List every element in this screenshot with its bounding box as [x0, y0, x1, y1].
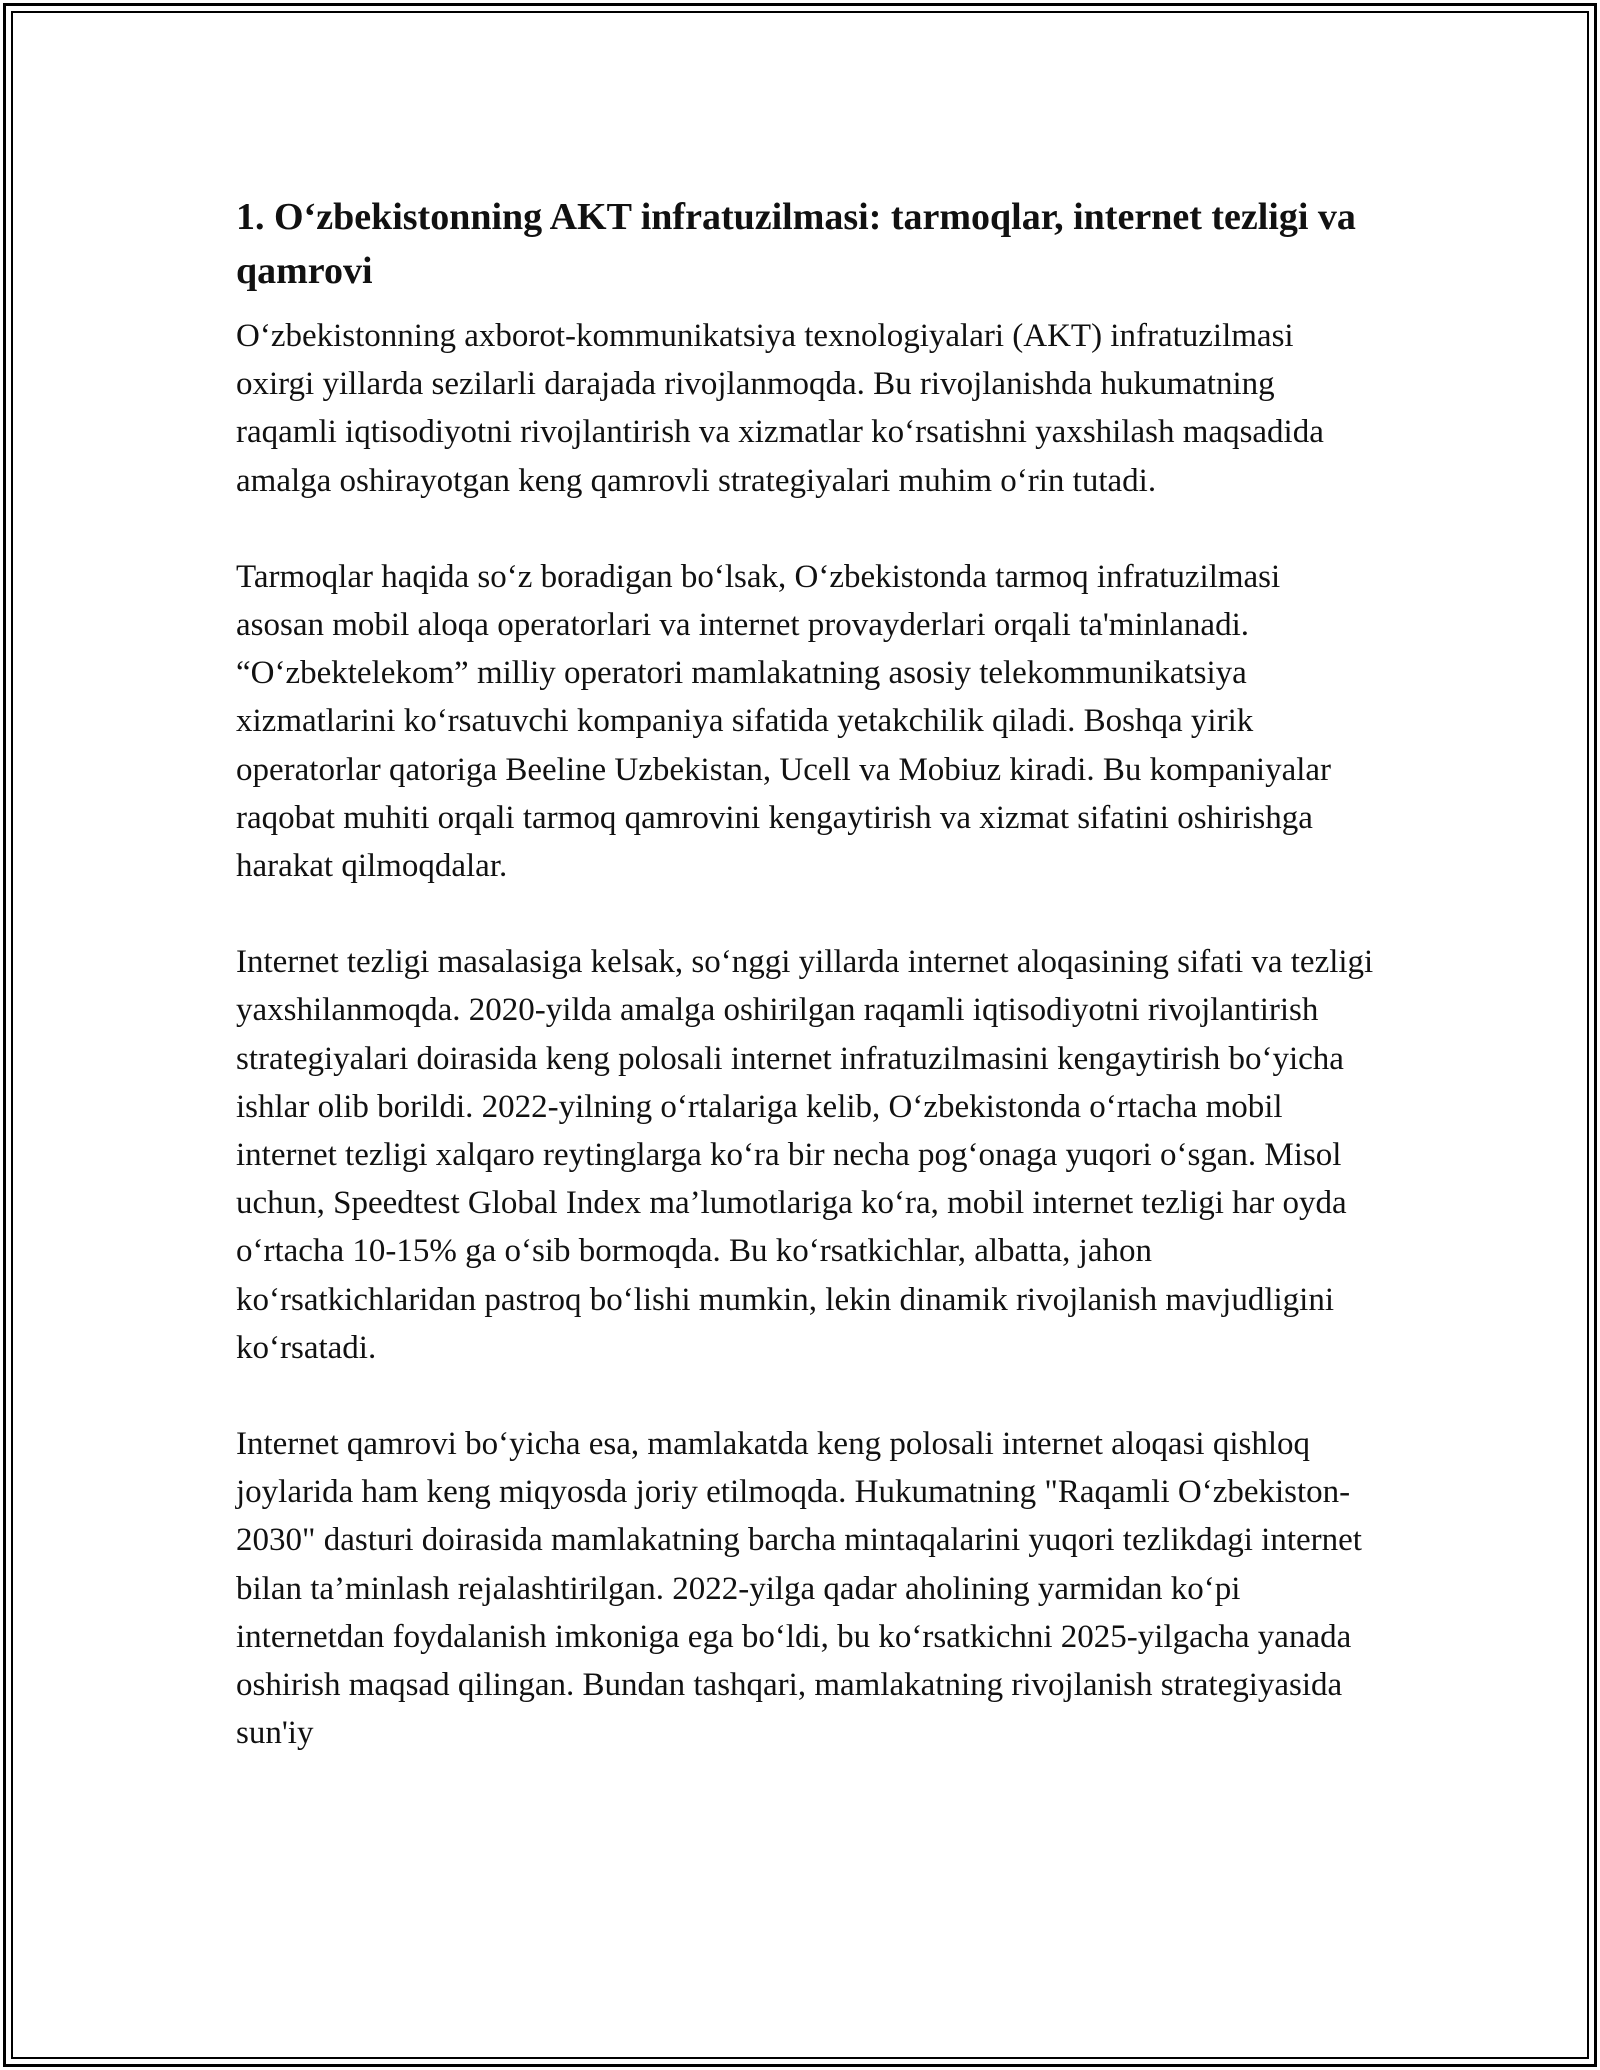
- paragraph-internet-speed: Internet tezligi masalasiga kelsak, so‘nggi yillarda internet aloqasining sifati va tezligi yaxshilanmoqda. 2020-yilda amalga oshirilgan raqamli iqtisodiyotni rivojlantirish strategiyalari doirasida keng polosali internet infratuzilmasini kengaytirish bo‘yicha ishlar olib borildi. 2022-yilning o‘rtalariga kelib, O‘zbekistonda o‘rtacha mobil internet tezligi xalqaro reytinglarga ko‘ra bir necha pog‘onaga yuqori o‘sgan. Misol uchun, Speedtest Global Index ma’lumotlariga ko‘ra, mobil internet tezligi har oyda o‘rtacha 10-15% ga o‘sib bormoqda. Bu ko‘rsatkichlar, albatta, jahon ko‘rsatkichlaridan pastroq bo‘lishi mumkin, lekin dinamik rivojlanish mavjudligini ko‘rsatadi.: [236, 944, 1374, 1366]
- paragraph-internet-coverage: Internet qamrovi bo‘yicha esa, mamlakatda keng polosali internet aloqasi qishloq joylarida ham keng miqyosda joriy etilmoqda. Hukumatning "Raqamli O‘zbekiston-2030" dasturi doirasida mamlakatning barcha mintaqalarini yuqori tezlikdagi internet bilan ta’minlash rejalashtirilgan. 2022-yilga qadar aholining yarmidan ko‘pi internetdan foydalanish imkoniga ega bo‘ldi, bu ko‘rsatkichni 2025-yilgacha yanada oshirish maqsad qilingan. Bundan tashqari, mamlakatning rivojlanish strategiyasida sun'iy: [236, 1426, 1362, 1752]
- document-body: [236, 190, 1376, 1805]
- paragraph-networks: Tarmoqlar haqida so‘z boradigan bo‘lsak, O‘zbekistonda tarmoq infratuzilmasi asosan mobil aloqa operatorlari va internet provayderlari orqali ta'minlanadi. “O‘zbektelekom” milliy operatori mamlakatning asosiy telekommunikatsiya xizmatlarini ko‘rsatuvchi kompaniya sifatida yetakchilik qiladi. Boshqa yirik operatorlar qatoriga Beeline Uzbekistan, Ucell va Mobiuz kiradi. Bu kompaniyalar raqobat muhiti orqali tarmoq qamrovini kengaytirish va xizmat sifatini oshirishga harakat qilmoqdalar.: [236, 558, 1332, 885]
- paragraph-intro: O‘zbekistonning axborot-kommunikatsiya texnologiyalari (AKT) infratuzilmasi oxirgi yillarda sezilarli darajada rivojlanmoqda. Bu rivojlanishda hukumatning raqamli iqtisodiyotni rivojlantirish va xizmatlar ko‘rsatishni yaxshilash maqsadida amalga oshirayotgan keng qamrovli strategiyalari muhim o‘rin tutadi.: [236, 318, 1324, 499]
- section-heading: 1. O‘zbekistonning AKT infratuzilmasi: tarmoqlar, internet tezligi va qamrovi: [236, 196, 1356, 292]
